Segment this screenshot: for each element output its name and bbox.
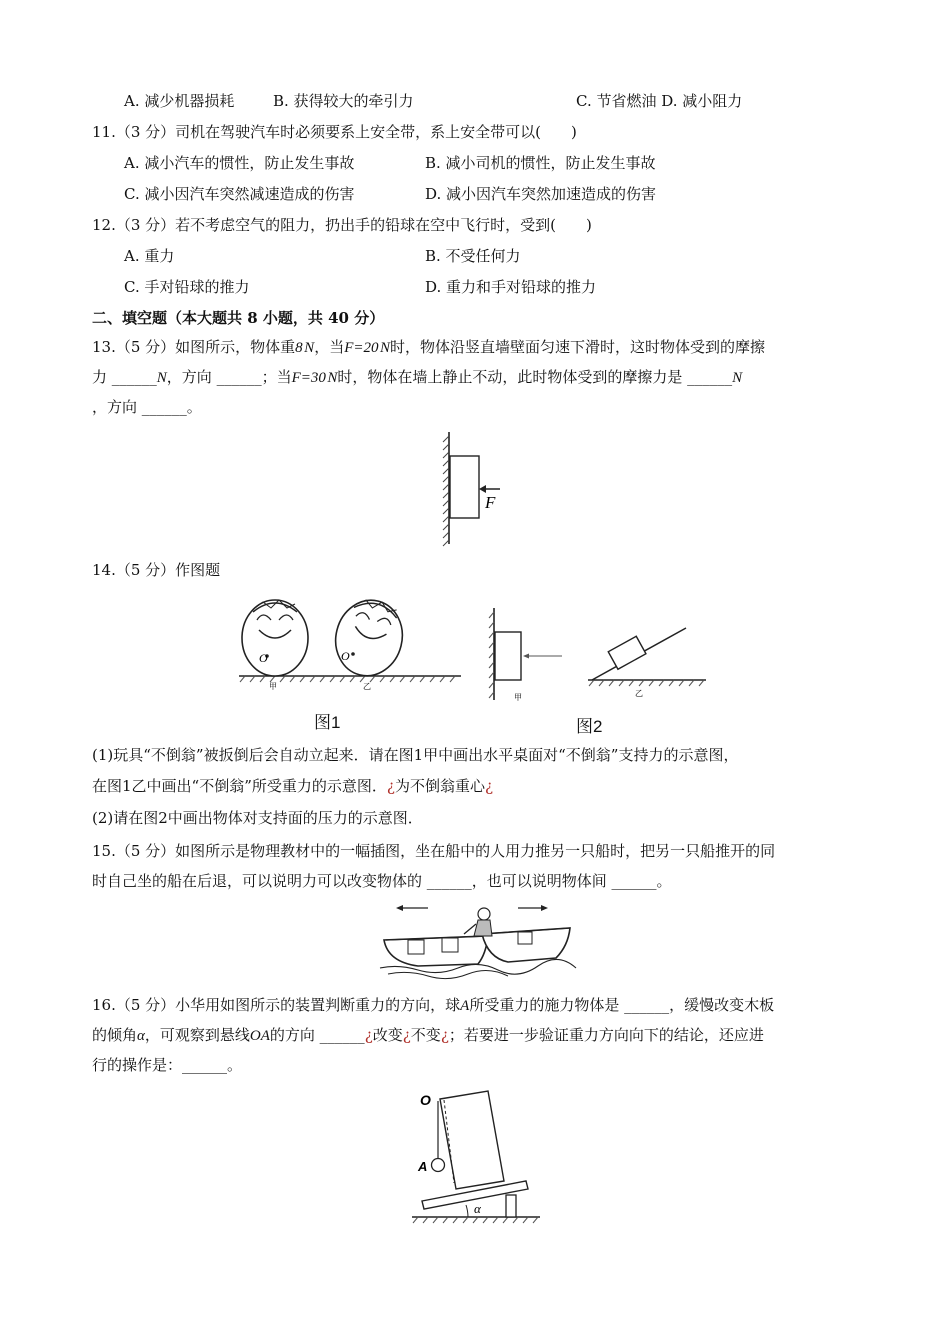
q16-line-symbol: OA (249, 1028, 270, 1044)
q13-text: 时，物体在墙上静止不动，此时物体受到的摩擦力是 ______ (337, 368, 733, 386)
q13-force-symbol: F (291, 370, 301, 386)
q14-part-1-line-2 (92, 776, 493, 796)
q13-unit: N (156, 370, 167, 386)
q11-option-c: C. 减小因汽车突然减速造成的伤害 (124, 185, 355, 203)
q13-text: 时，物体沿竖直墙壁面匀速下滑时，这时物体受到的摩擦 (390, 338, 766, 356)
q13-force-symbol: F (344, 340, 354, 356)
q13-force-label: F (485, 493, 496, 512)
q12-option-a: A. 重力 (124, 247, 175, 265)
section-title: 二、填空题（本大题共 8 小题，共 40 分） (92, 309, 385, 327)
q10-option-b: B. 获得较大的牵引力 (273, 92, 414, 110)
q11-option-b: B. 减小司机的惯性，防止发生事故 (425, 154, 656, 172)
q14-o-label-1: O (259, 651, 268, 665)
q16-figure (408, 1085, 548, 1225)
q16-glyph: ¿ (440, 1026, 449, 1044)
q12-option-b: B. 不受任何力 (425, 247, 521, 265)
q15-line-2: 时自己坐的船在后退，可以说明力可以改变物体的 ______，也可以说明物体间 ______。 (92, 872, 672, 890)
q13-figure (430, 428, 510, 548)
q14-glyph: ¿ (386, 777, 395, 795)
q12-stem: 12.（3 分）若不考虑空气的阻力，扔出手的铅球在空中飞行时，受到( ) (92, 216, 592, 234)
q13-text: ，当 (314, 338, 345, 356)
q16-glyph: ¿ (402, 1026, 411, 1044)
q13-unit: N (327, 370, 338, 386)
q14-figure-2 (480, 600, 710, 710)
q16-text: 所受重力的施力物体是 ______，缓慢改变木板 (469, 996, 775, 1014)
q13-weight: 8 (295, 340, 303, 356)
q14-text: 为不倒翁重心 (394, 777, 485, 795)
q13-line-1 (92, 337, 765, 358)
q16-text: ；若要进一步验证重力方向向下的结论，还应进 (448, 1026, 764, 1044)
q14-figure-1 (235, 590, 465, 690)
q13-unit: N (732, 370, 743, 386)
q14-part-1-line-1: (1)玩具“不倒翁”被扳倒后会自动立起来．请在图1甲中画出水平桌面对“不倒翁”支持力的示意图， (92, 746, 739, 764)
q16-line-2 (92, 1025, 764, 1046)
q16-text: ，可观察到悬线 (144, 1026, 250, 1044)
q14-glyph: ¿ (484, 777, 493, 795)
q14-text: 在图1乙中画出“不倒翁”所受重力的示意图． (92, 777, 387, 795)
q14-o-label-2: O (341, 649, 350, 663)
q16-text: 不变 (410, 1026, 441, 1044)
q15-figure (378, 900, 578, 982)
q16-a-label: A (418, 1159, 428, 1174)
q16-o-label: O (420, 1092, 431, 1108)
q13-unit: N (380, 340, 391, 356)
q14-label-jia: 甲 (269, 682, 277, 690)
q13-force-value: =20 (353, 340, 379, 356)
q13-text: 力 ______ (92, 368, 157, 386)
q15-line-1: 15.（5 分）如图所示是物理教材中的一幅插图，坐在船中的人用力推另一只船时，把另一只船推开的同 (92, 842, 776, 860)
q13-force-value: =30 (300, 370, 326, 386)
q16-line-3: 行的操作是：______。 (92, 1056, 243, 1074)
q14-figure-2-caption: 图2 (576, 717, 603, 736)
q11-option-a: A. 减小汽车的惯性，防止发生事故 (124, 154, 355, 172)
q10-option-cd: C. 节省燃油 D. 减小阻力 (576, 92, 743, 110)
q16-alpha-label: α (474, 1201, 481, 1216)
q16-glyph: ¿ (364, 1026, 373, 1044)
q13-line-2 (92, 367, 742, 388)
q13-line-3: ，方向 ______。 (92, 398, 202, 416)
q13-text: 13.（5 分）如图所示，物体重 (92, 338, 296, 356)
q14-label-yi-2: 乙 (635, 689, 643, 698)
q16-text: 16.（5 分）小华用如图所示的装置判断重力的方向，球 (92, 996, 461, 1014)
q10-option-a: A. 减少机器损耗 (124, 92, 235, 110)
q16-text: 的倾角 (92, 1026, 138, 1044)
q14-label-yi-1: 乙 (363, 682, 371, 690)
q16-text: 改变 (372, 1026, 403, 1044)
q12-option-d: D. 重力和手对铅球的推力 (425, 278, 597, 296)
q13-unit: N (304, 340, 315, 356)
q16-line-1 (92, 995, 774, 1016)
q12-option-c: C. 手对铅球的推力 (124, 278, 250, 296)
q16-text: 的方向 ______ (269, 1026, 365, 1044)
q11-option-d: D. 减小因汽车突然加速造成的伤害 (425, 185, 657, 203)
q14-part-2: (2)请在图2中画出物体对支持面的压力的示意图． (92, 809, 423, 827)
q14-figure-1-caption: 图1 (314, 713, 341, 732)
q14-label-jia-2: 甲 (514, 693, 522, 702)
q13-text: ，方向 ______；当 (166, 368, 292, 386)
q16-ball-symbol: A (460, 998, 470, 1014)
q11-stem: 11.（3 分）司机在驾驶汽车时必须要系上安全带，系上安全带可以( ) (92, 123, 577, 141)
q16-angle-symbol: α (137, 1028, 145, 1044)
q14-stem: 14.（5 分）作图题 (92, 561, 221, 579)
